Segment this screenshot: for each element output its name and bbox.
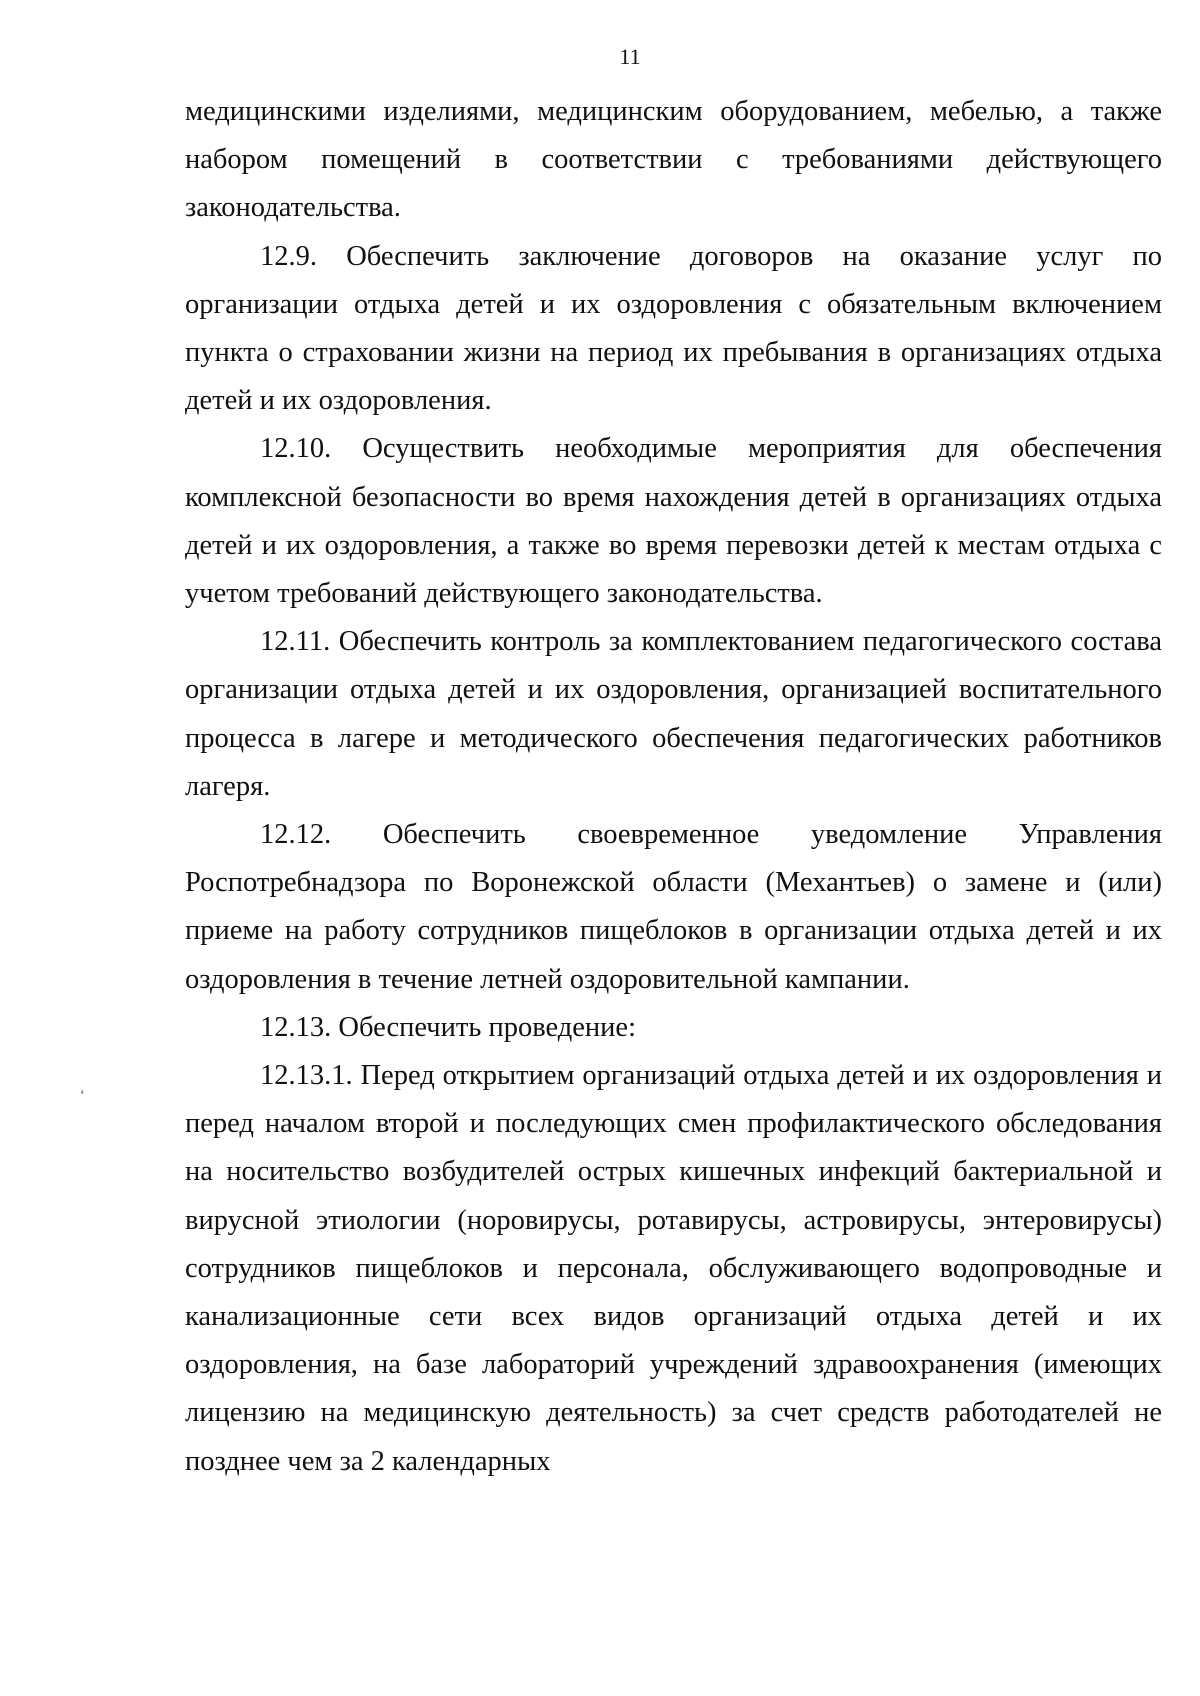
margin-mark: ʻ	[80, 1088, 85, 1103]
paragraph-12-9: 12.9. Обеспечить заключение договоров на оказание услуг по организации отдыха детей и их оздоровления с обязательным включением пункта о страховании жизни на период их пребывания в организациях отдыха детей и их оздоровления.	[185, 240, 1162, 417]
paragraph-continuation: медицинскими изделиями, медицинским оборудованием, мебелью, а также набором помещений в соответствии с требованиями действующего законодательства.	[185, 96, 1162, 224]
paragraph-12-13-1: 12.13.1. Перед открытием организаций отдыха детей и их оздоровления и перед началом второй и последующих смен профилактического обследования на носительство возбудителей острых кишечных инфекций бактериальной и вирусной этиологии (норовирусы, ротавирусы, астровирусы, энтеровирусы) сотрудников пищеблоков и персонала, обслуживающего водопроводные и канализационные сети всех видов организаций отдыха детей и их оздоровления, на базе лабораторий учреждений здравоохранения (имеющих лицензию на медицинскую деятельность) за счет средств работодателей не позднее чем за 2 календарных	[185, 1060, 1162, 1477]
paragraph-12-12: 12.12. Обеспечить своевременное уведомление Управления Роспотребнадзора по Воронежской области (Механтьев) о замене и (или) приеме на работу сотрудников пищеблоков в организации отдыха детей и их оздоровления в течение летней оздоровительной кампании.	[185, 819, 1162, 995]
page-number: 11	[619, 44, 641, 69]
document-body	[185, 88, 1162, 1486]
paragraph-12-11: 12.11. Обеспечить контроль за комплектованием педагогического состава организации отдыха детей и их оздоровления, организацией воспитательного процесса в лагере и методического обеспечения педагогических работников лагеря.	[185, 626, 1162, 802]
paragraph-12-10: 12.10. Осуществить необходимые мероприятия для обеспечения комплексной безопасности во время нахождения детей в организациях отдыха детей и их оздоровления, а также во время перевозки детей к местам отдыха с учетом требований действующего законодательства.	[185, 433, 1162, 610]
paragraph-12-13: 12.13. Обеспечить проведение:	[260, 1011, 636, 1043]
